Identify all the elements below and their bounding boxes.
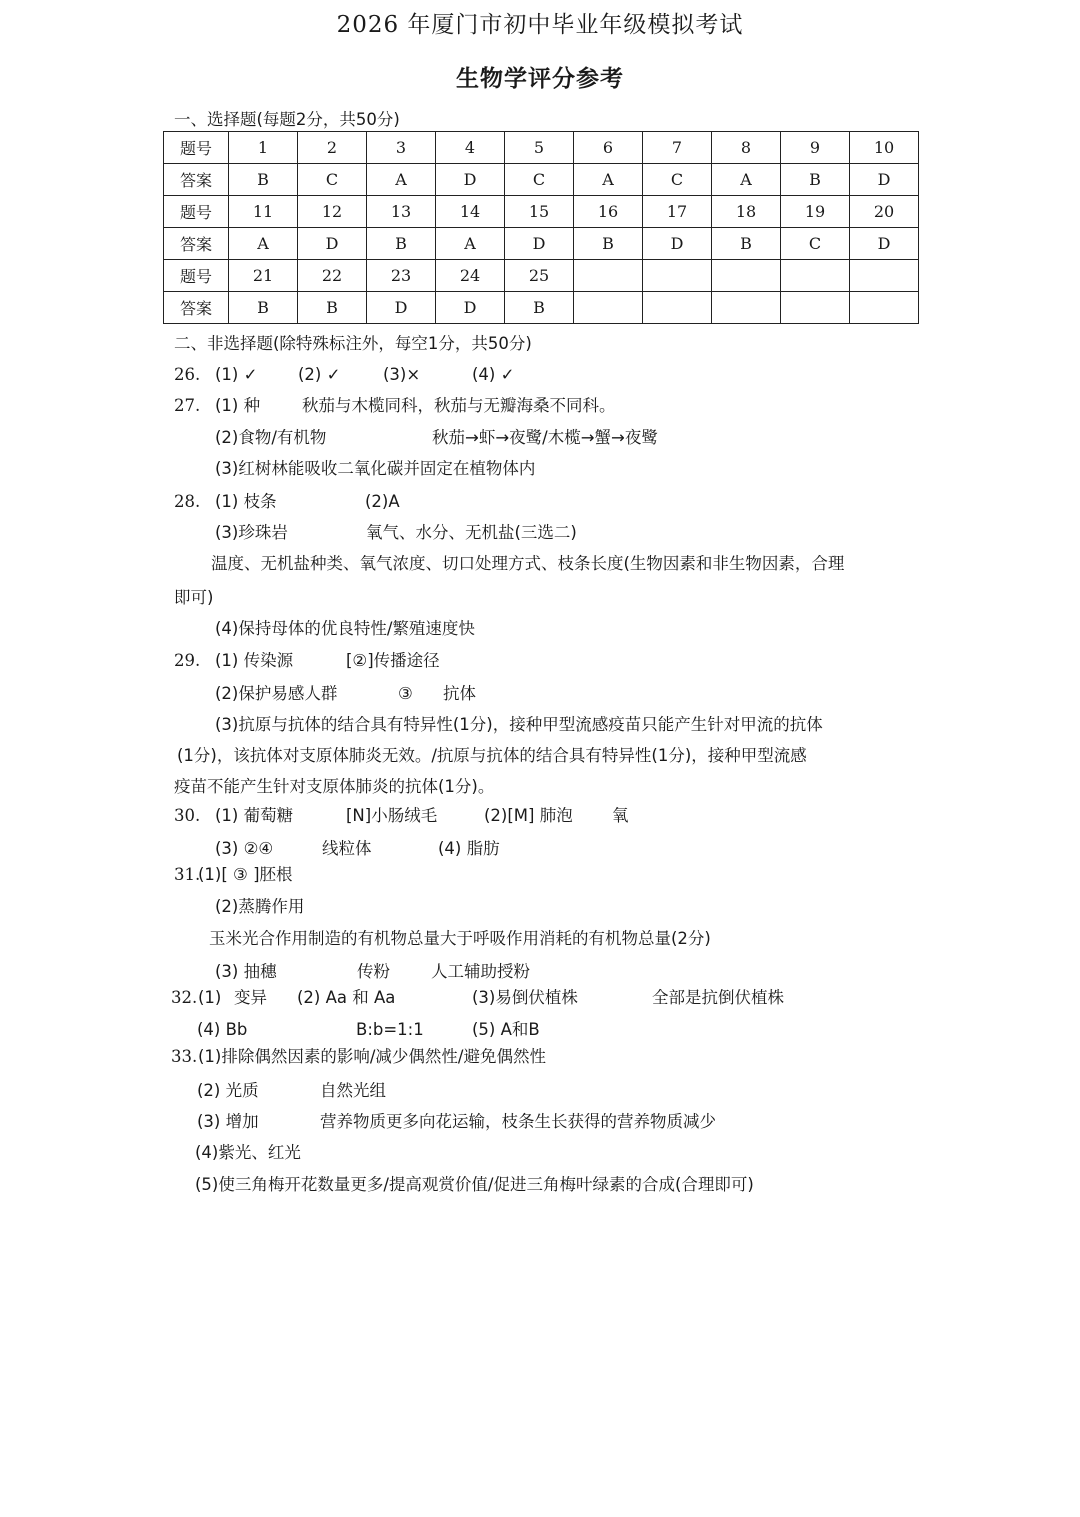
page-title: 2026 年厦门市初中毕业年级模拟考试 bbox=[336, 12, 744, 38]
table-row bbox=[164, 292, 919, 324]
answer-text: 氧 bbox=[612, 806, 629, 825]
table-cell: 16 bbox=[574, 196, 643, 228]
answer-text: (1) 葡萄糖 bbox=[215, 806, 294, 825]
table-cell: 15 bbox=[505, 196, 574, 228]
table-cell: 8 bbox=[712, 132, 781, 164]
table-cell: B bbox=[229, 164, 298, 196]
answer-text: ③ bbox=[398, 684, 413, 703]
table-cell: 1 bbox=[229, 132, 298, 164]
question-number: 32. bbox=[171, 988, 198, 1007]
table-cell bbox=[781, 260, 850, 292]
table-cell bbox=[574, 292, 643, 324]
table-cell: 19 bbox=[781, 196, 850, 228]
answer-text: 秋茄与木榄同科，秋茄与无瓣海桑不同科。 bbox=[302, 396, 616, 415]
section-choice-heading: 一、选择题(每题2分，共50分) bbox=[174, 110, 400, 129]
question-number: 30. bbox=[174, 806, 201, 825]
question-number: 31. bbox=[174, 865, 201, 884]
table-cell: D bbox=[643, 228, 712, 260]
table-cell: 23 bbox=[367, 260, 436, 292]
table-cell: 9 bbox=[781, 132, 850, 164]
answer-text: (3) ②④ bbox=[215, 839, 274, 858]
answer-text: (1分)，该抗体对支原体肺炎无效。/抗原与抗体的结合具有特异性(1分)，接种甲型流感 bbox=[177, 746, 807, 765]
answer-text: 氧气、水分、无机盐(三选二) bbox=[366, 523, 577, 542]
table-cell: 2 bbox=[298, 132, 367, 164]
answer-text: (3)× bbox=[383, 365, 421, 384]
answer-text: (4)紫光、红光 bbox=[195, 1143, 301, 1162]
answer-text: (3)红树林能吸收二氧化碳并固定在植物体内 bbox=[215, 459, 536, 478]
table-cell bbox=[781, 292, 850, 324]
table-cell: B bbox=[781, 164, 850, 196]
answer-text: (4)保持母体的优良特性/繁殖速度快 bbox=[215, 619, 475, 638]
answer-text: 人工辅助授粉 bbox=[431, 962, 530, 981]
answer-text: (4) 脂肪 bbox=[438, 839, 500, 858]
table-cell: D bbox=[367, 292, 436, 324]
answer-text: (2)[M] 肺泡 bbox=[484, 806, 573, 825]
table-cell: A bbox=[436, 228, 505, 260]
question-number: 27. bbox=[174, 396, 201, 415]
table-row bbox=[164, 132, 919, 164]
table-cell: 18 bbox=[712, 196, 781, 228]
answer-text: (3)抗原与抗体的结合具有特异性(1分)，接种甲型流感疫苗只能产生针对甲流的抗体 bbox=[215, 715, 823, 734]
table-cell: A bbox=[367, 164, 436, 196]
question-number: 33. bbox=[171, 1047, 198, 1066]
answer-text: B:b=1:1 bbox=[356, 1020, 424, 1039]
table-cell: 14 bbox=[436, 196, 505, 228]
table-cell: B bbox=[505, 292, 574, 324]
answer-text: 变异 bbox=[234, 988, 267, 1007]
answer-text: (2)保护易感人群 bbox=[215, 684, 338, 703]
table-cell: 7 bbox=[643, 132, 712, 164]
table-cell: 5 bbox=[505, 132, 574, 164]
answer-text: 全部是抗倒伏植株 bbox=[652, 988, 784, 1007]
answer-text: (3)易倒伏植株 bbox=[472, 988, 578, 1007]
table-cell: D bbox=[298, 228, 367, 260]
table-cell bbox=[712, 260, 781, 292]
question-number: 26. bbox=[174, 365, 201, 384]
row-label: 题号 bbox=[164, 260, 229, 292]
table-cell: B bbox=[298, 292, 367, 324]
table-row bbox=[164, 260, 919, 292]
answer-text: (4) ✓ bbox=[472, 365, 515, 384]
row-label: 答案 bbox=[164, 292, 229, 324]
table-cell: C bbox=[643, 164, 712, 196]
table-cell: C bbox=[781, 228, 850, 260]
answer-text: (2)蒸腾作用 bbox=[215, 897, 305, 916]
table-cell: D bbox=[436, 292, 505, 324]
table-cell bbox=[712, 292, 781, 324]
answer-text: (1) ✓ bbox=[215, 365, 258, 384]
table-cell: 20 bbox=[850, 196, 919, 228]
table-cell bbox=[574, 260, 643, 292]
table-cell: 10 bbox=[850, 132, 919, 164]
table-cell: D bbox=[505, 228, 574, 260]
table-cell: C bbox=[505, 164, 574, 196]
table-cell: D bbox=[850, 164, 919, 196]
answer-text: 疫苗不能产生针对支原体肺炎的抗体(1分)。 bbox=[174, 777, 495, 796]
table-cell: 17 bbox=[643, 196, 712, 228]
table-cell: 4 bbox=[436, 132, 505, 164]
answer-text: (5)使三角梅开花数量更多/提高观赏价值/促进三角梅叶绿素的合成(合理即可) bbox=[195, 1175, 754, 1194]
answer-text: (1) bbox=[198, 988, 222, 1007]
answer-text: (3) 抽穗 bbox=[215, 962, 277, 981]
answer-text: 自然光组 bbox=[320, 1081, 386, 1100]
answer-text: (1) 传染源 bbox=[215, 651, 294, 670]
answer-text: (4) Bb bbox=[197, 1020, 248, 1039]
answer-text: 营养物质更多向花运输，枝条生长获得的营养物质减少 bbox=[320, 1112, 716, 1131]
answer-text: (1) 枝条 bbox=[215, 492, 277, 511]
question-number: 29. bbox=[174, 651, 201, 670]
answer-text: (2)A bbox=[365, 492, 400, 511]
table-cell bbox=[850, 292, 919, 324]
table-cell: A bbox=[712, 164, 781, 196]
answer-text: 抗体 bbox=[443, 684, 476, 703]
row-label: 题号 bbox=[164, 196, 229, 228]
answer-text: (5) A和B bbox=[472, 1020, 540, 1039]
answer-text: 线粒体 bbox=[322, 839, 372, 858]
answer-text: (3)珍珠岩 bbox=[215, 523, 288, 542]
table-cell: 3 bbox=[367, 132, 436, 164]
table-cell: 13 bbox=[367, 196, 436, 228]
answer-text: 温度、无机盐种类、氧气浓度、切口处理方式、枝条长度(生物因素和非生物因素，合理 bbox=[211, 554, 845, 573]
table-cell: B bbox=[574, 228, 643, 260]
table-cell: D bbox=[436, 164, 505, 196]
table-cell: B bbox=[367, 228, 436, 260]
table-cell: 25 bbox=[505, 260, 574, 292]
table-cell: 22 bbox=[298, 260, 367, 292]
table-cell: 21 bbox=[229, 260, 298, 292]
row-label: 答案 bbox=[164, 164, 229, 196]
answer-text: (3) 增加 bbox=[197, 1112, 259, 1131]
table-cell: A bbox=[574, 164, 643, 196]
answer-text: 玉米光合作用制造的有机物总量大于呼吸作用消耗的有机物总量(2分) bbox=[209, 929, 711, 948]
answer-text: (2) ✓ bbox=[298, 365, 341, 384]
table-cell: B bbox=[712, 228, 781, 260]
answer-text: (1) 种 bbox=[215, 396, 261, 415]
table-cell bbox=[643, 260, 712, 292]
table-cell: 24 bbox=[436, 260, 505, 292]
section-nonchoice-heading: 二、非选择题(除特殊标注外，每空1分，共50分) bbox=[174, 334, 532, 353]
table-cell: 12 bbox=[298, 196, 367, 228]
answer-text: (2)食物/有机物 bbox=[215, 428, 327, 447]
answer-text: [N]小肠绒毛 bbox=[346, 806, 438, 825]
table-cell bbox=[643, 292, 712, 324]
answer-text: 秋茄→虾→夜鹭/木榄→蟹→夜鹭 bbox=[432, 428, 658, 447]
page-subtitle: 生物学评分参考 bbox=[456, 65, 624, 92]
answer-text: (1)排除偶然因素的影响/减少偶然性/避免偶然性 bbox=[198, 1047, 546, 1066]
table-row bbox=[164, 228, 919, 260]
row-label: 题号 bbox=[164, 132, 229, 164]
answer-text: 即可) bbox=[174, 588, 214, 607]
table-row bbox=[164, 164, 919, 196]
answer-table bbox=[163, 131, 919, 324]
answer-text: 传粉 bbox=[357, 962, 390, 981]
answer-text: (1)[ ③ ]胚根 bbox=[198, 865, 293, 884]
answer-text: (2) Aa 和 Aa bbox=[297, 988, 396, 1007]
answer-text: (2) 光质 bbox=[197, 1081, 259, 1100]
row-label: 答案 bbox=[164, 228, 229, 260]
table-cell: C bbox=[298, 164, 367, 196]
table-row bbox=[164, 196, 919, 228]
answer-text: [②]传播途径 bbox=[346, 651, 440, 670]
table-cell: D bbox=[850, 228, 919, 260]
table-cell bbox=[850, 260, 919, 292]
table-cell: B bbox=[229, 292, 298, 324]
table-cell: 11 bbox=[229, 196, 298, 228]
table-cell: A bbox=[229, 228, 298, 260]
table-cell: 6 bbox=[574, 132, 643, 164]
question-number: 28. bbox=[174, 492, 201, 511]
